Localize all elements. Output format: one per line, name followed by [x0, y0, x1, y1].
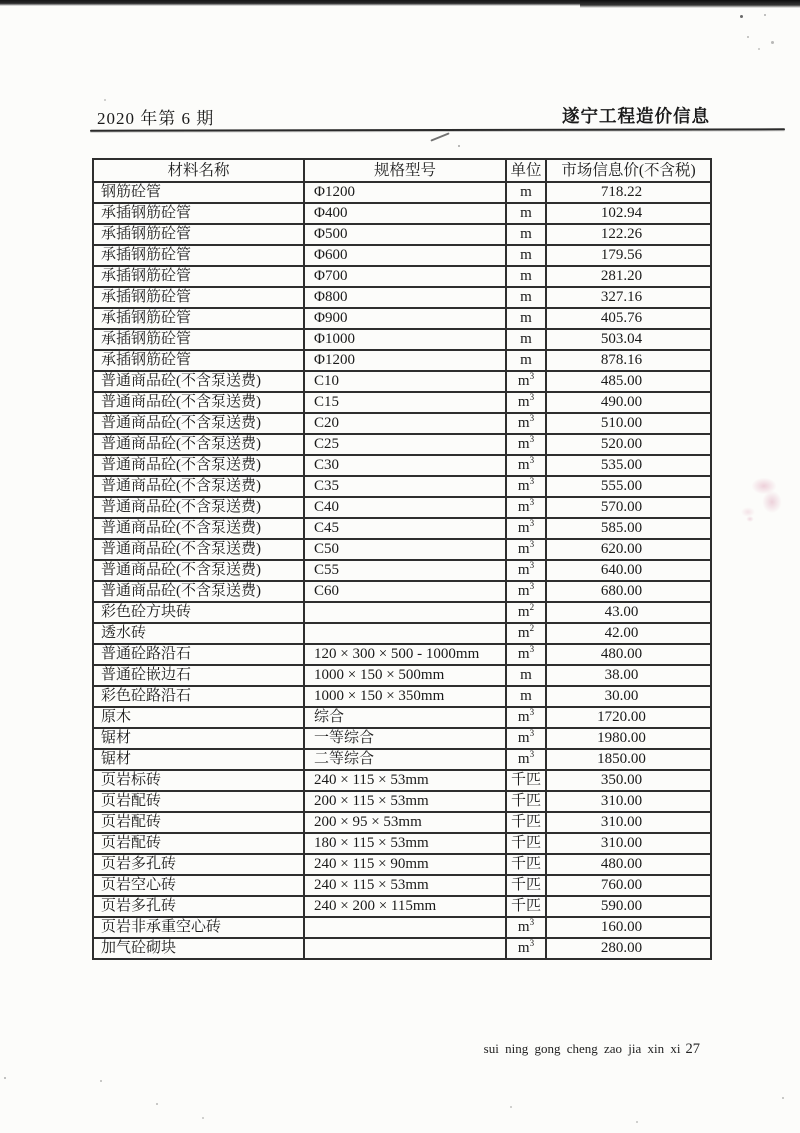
unit-exponent: 3: [529, 455, 535, 465]
unit-base: m: [517, 478, 530, 494]
cell-unit: [506, 476, 546, 497]
unit-base: m: [517, 751, 530, 767]
col-header-unit: 单位: [506, 159, 546, 182]
table-row: [93, 182, 711, 203]
cell-price: 555.00: [546, 476, 711, 497]
unit-base: m: [520, 247, 532, 263]
cell-unit: [506, 875, 546, 896]
cell-unit: [506, 770, 546, 791]
cell-price: 350.00: [546, 770, 711, 791]
unit-exponent: 3: [529, 392, 535, 402]
cell-spec: C30: [304, 455, 506, 476]
unit-base: m: [520, 331, 532, 347]
cell-unit: [506, 749, 546, 770]
cell-material-name: 锯材: [93, 728, 304, 749]
unit-base: m: [520, 184, 532, 200]
table-row: [93, 308, 711, 329]
cell-unit: [506, 392, 546, 413]
cell-material-name: 普通商品砼(不含泵送费): [93, 539, 304, 560]
cell-spec: C50: [304, 539, 506, 560]
cell-material-name: 透水砖: [93, 623, 304, 644]
unit-exponent: 3: [529, 434, 535, 444]
cell-unit: [506, 812, 546, 833]
unit-exponent: 3: [529, 707, 535, 717]
cell-price: 570.00: [546, 497, 711, 518]
cell-price: 585.00: [546, 518, 711, 539]
unit-base: m: [517, 499, 530, 515]
cell-price: 1980.00: [546, 728, 711, 749]
cell-unit: [506, 791, 546, 812]
unit-base: m: [517, 394, 530, 410]
cell-unit: [506, 917, 546, 938]
cell-unit: [506, 644, 546, 665]
unit-exponent: 3: [529, 644, 535, 654]
table-row: [93, 728, 711, 749]
table-row: [93, 371, 711, 392]
scanner-edge-artifact-right: [580, 0, 800, 8]
pink-dot-artifact: [745, 515, 755, 523]
table-row: [93, 266, 711, 287]
cell-material-name: 页岩配砖: [93, 812, 304, 833]
cell-price: 310.00: [546, 812, 711, 833]
cell-price: 503.04: [546, 329, 711, 350]
unit-base: m: [517, 583, 530, 599]
cell-unit: [506, 560, 546, 581]
scan-speck: [156, 1103, 158, 1105]
cell-spec: 一等综合: [304, 728, 506, 749]
cell-spec: 200 × 95 × 53mm: [304, 812, 506, 833]
unit-base: m: [517, 562, 530, 578]
cell-material-name: 普通商品砼(不含泵送费): [93, 392, 304, 413]
table-row: [93, 602, 711, 623]
table-row: [93, 476, 711, 497]
scan-speck: [104, 99, 106, 101]
table-row: [93, 497, 711, 518]
cell-material-name: 普通商品砼(不含泵送费): [93, 413, 304, 434]
unit-base: m: [520, 310, 532, 326]
unit-exponent: 2: [529, 623, 535, 633]
cell-price: 1720.00: [546, 707, 711, 728]
unit-base: m: [517, 604, 530, 620]
stray-mark-artifact: [430, 132, 449, 141]
table-row: [93, 623, 711, 644]
cell-unit: [506, 266, 546, 287]
table-row: [93, 413, 711, 434]
cell-unit: [506, 350, 546, 371]
cell-material-name: 页岩多孔砖: [93, 896, 304, 917]
cell-price: 43.00: [546, 602, 711, 623]
cell-unit: [506, 308, 546, 329]
table-header-row: [93, 159, 711, 182]
table-row: [93, 938, 711, 959]
cell-material-name: 页岩空心砖: [93, 875, 304, 896]
table-row: [93, 581, 711, 602]
scan-speck: [4, 1077, 6, 1079]
unit-exponent: 3: [529, 497, 535, 507]
cell-price: 520.00: [546, 434, 711, 455]
scan-speck: [758, 48, 760, 50]
cell-unit: [506, 413, 546, 434]
unit-base: m: [520, 667, 532, 683]
header-rule: [90, 128, 785, 131]
cell-material-name: 普通商品砼(不含泵送费): [93, 434, 304, 455]
cell-unit: [506, 245, 546, 266]
table-row: [93, 560, 711, 581]
cell-price: 30.00: [546, 686, 711, 707]
table-row: [93, 329, 711, 350]
cell-material-name: 普通商品砼(不含泵送费): [93, 455, 304, 476]
cell-price: 490.00: [546, 392, 711, 413]
table-row: [93, 287, 711, 308]
cell-spec: C45: [304, 518, 506, 539]
cell-unit: [506, 434, 546, 455]
unit-exponent: 3: [529, 371, 535, 381]
cell-price: 122.26: [546, 224, 711, 245]
cell-price: 718.22: [546, 182, 711, 203]
cell-spec: 240 × 115 × 90mm: [304, 854, 506, 875]
cell-unit: [506, 224, 546, 245]
table-row: [93, 917, 711, 938]
cell-material-name: 承插钢筋砼管: [93, 329, 304, 350]
cell-material-name: 承插钢筋砼管: [93, 350, 304, 371]
col-header-material-name: 材料名称: [93, 159, 304, 182]
table-row: [93, 812, 711, 833]
cell-spec: Φ500: [304, 224, 506, 245]
cell-spec: 1000 × 150 × 500mm: [304, 665, 506, 686]
cell-price: 38.00: [546, 665, 711, 686]
cell-spec: Φ800: [304, 287, 506, 308]
cell-price: 620.00: [546, 539, 711, 560]
cell-material-name: 承插钢筋砼管: [93, 287, 304, 308]
col-header-price: 市场信息价(不含税): [546, 159, 711, 182]
scan-speck: [782, 1097, 784, 1099]
table-row: [93, 434, 711, 455]
cell-spec: C40: [304, 497, 506, 518]
table-row: [93, 665, 711, 686]
table-row: [93, 791, 711, 812]
cell-material-name: 页岩配砖: [93, 791, 304, 812]
table-row: [93, 350, 711, 371]
publication-title: 遂宁工程造价信息: [562, 106, 710, 126]
cell-spec: [304, 623, 506, 644]
cell-spec: Φ1200: [304, 350, 506, 371]
cell-price: 160.00: [546, 917, 711, 938]
scan-speck: [458, 145, 460, 147]
table-row: [93, 245, 711, 266]
cell-unit: [506, 182, 546, 203]
cell-price: 760.00: [546, 875, 711, 896]
unit-base: m: [517, 373, 530, 389]
cell-unit: [506, 602, 546, 623]
cell-spec: 二等综合: [304, 749, 506, 770]
table-row: [93, 686, 711, 707]
cell-price: 310.00: [546, 791, 711, 812]
table-row: [93, 833, 711, 854]
cell-price: 680.00: [546, 581, 711, 602]
cell-unit: [506, 497, 546, 518]
cell-spec: 1000 × 150 × 350mm: [304, 686, 506, 707]
cell-price: 42.00: [546, 623, 711, 644]
cell-unit: [506, 938, 546, 959]
cell-unit: [506, 203, 546, 224]
cell-material-name: 承插钢筋砼管: [93, 266, 304, 287]
cell-unit: [506, 854, 546, 875]
unit-base: m: [517, 646, 530, 662]
cell-material-name: 彩色砼路沿石: [93, 686, 304, 707]
cell-price: 1850.00: [546, 749, 711, 770]
scan-speck: [202, 1117, 204, 1119]
cell-spec: Φ1000: [304, 329, 506, 350]
unit-base: m: [520, 205, 532, 221]
cell-material-name: 承插钢筋砼管: [93, 203, 304, 224]
cell-spec: C10: [304, 371, 506, 392]
cell-material-name: 普通商品砼(不含泵送费): [93, 581, 304, 602]
cell-spec: C20: [304, 413, 506, 434]
unit-base: m: [520, 352, 532, 368]
table-row: [93, 518, 711, 539]
cell-material-name: 页岩非承重空心砖: [93, 917, 304, 938]
cell-material-name: 彩色砼方块砖: [93, 602, 304, 623]
table-row: [93, 707, 711, 728]
cell-spec: 120 × 300 × 500 - 1000mm: [304, 644, 506, 665]
cell-spec: 200 × 115 × 53mm: [304, 791, 506, 812]
cell-unit: [506, 539, 546, 560]
cell-spec: [304, 938, 506, 959]
unit-base: m: [517, 940, 530, 956]
scan-speck: [747, 36, 749, 38]
cell-unit: [506, 518, 546, 539]
cell-material-name: 普通商品砼(不含泵送费): [93, 560, 304, 581]
cell-material-name: 普通砼路沿石: [93, 644, 304, 665]
cell-material-name: 承插钢筋砼管: [93, 308, 304, 329]
pink-smudge-artifact: [736, 472, 788, 520]
unit-base: m: [517, 541, 530, 557]
cell-material-name: 普通商品砼(不含泵送费): [93, 518, 304, 539]
cell-unit: [506, 707, 546, 728]
unit-base: m: [517, 709, 530, 725]
scan-speck: [740, 15, 743, 18]
cell-spec: Φ600: [304, 245, 506, 266]
issue-label: 2020 年第 6 期: [97, 109, 215, 128]
cell-spec: Φ700: [304, 266, 506, 287]
cell-unit: [506, 728, 546, 749]
cell-material-name: 加气砼砌块: [93, 938, 304, 959]
cell-price: 640.00: [546, 560, 711, 581]
table-row: [93, 539, 711, 560]
table-row: [93, 854, 711, 875]
cell-price: 480.00: [546, 644, 711, 665]
cell-spec: Φ1200: [304, 182, 506, 203]
unit-base: 千匹: [510, 772, 541, 788]
cell-spec: [304, 602, 506, 623]
unit-base: m: [520, 289, 532, 305]
unit-base: 千匹: [510, 814, 541, 830]
cell-price: 327.16: [546, 287, 711, 308]
unit-base: m: [517, 730, 530, 746]
unit-exponent: 2: [529, 602, 535, 612]
cell-unit: [506, 371, 546, 392]
cell-price: 590.00: [546, 896, 711, 917]
cell-unit: [506, 833, 546, 854]
unit-base: m: [520, 268, 532, 284]
cell-spec: 240 × 200 × 115mm: [304, 896, 506, 917]
cell-price: 310.00: [546, 833, 711, 854]
price-table-body: [93, 182, 711, 959]
cell-price: 280.00: [546, 938, 711, 959]
cell-unit: [506, 329, 546, 350]
page-footer: [484, 1041, 700, 1058]
footer-pinyin: sui ning gong cheng zao jia xin xi: [483, 1041, 681, 1056]
cell-material-name: 原木: [93, 707, 304, 728]
scan-speck: [771, 41, 774, 44]
cell-material-name: 锯材: [93, 749, 304, 770]
cell-price: 510.00: [546, 413, 711, 434]
cell-price: 405.76: [546, 308, 711, 329]
cell-price: 281.20: [546, 266, 711, 287]
cell-unit: [506, 623, 546, 644]
table-row: [93, 770, 711, 791]
cell-spec: 180 × 115 × 53mm: [304, 833, 506, 854]
cell-spec: Φ900: [304, 308, 506, 329]
cell-unit: [506, 455, 546, 476]
unit-exponent: 3: [529, 938, 535, 948]
scan-speck: [510, 1106, 512, 1108]
cell-unit: [506, 581, 546, 602]
scan-speck: [636, 1121, 638, 1123]
cell-spec: C15: [304, 392, 506, 413]
scan-speck: [100, 1080, 102, 1082]
cell-price: 485.00: [546, 371, 711, 392]
cell-price: 102.94: [546, 203, 711, 224]
cell-unit: [506, 287, 546, 308]
unit-base: m: [520, 226, 532, 242]
unit-base: m: [517, 457, 530, 473]
cell-material-name: 普通砼嵌边石: [93, 665, 304, 686]
table-row: [93, 392, 711, 413]
unit-exponent: 3: [529, 560, 535, 570]
table-row: [93, 875, 711, 896]
scan-speck: [764, 14, 766, 16]
unit-exponent: 3: [529, 728, 535, 738]
cell-spec: Φ400: [304, 203, 506, 224]
cell-price: 179.56: [546, 245, 711, 266]
unit-exponent: 3: [529, 581, 535, 591]
table-row: [93, 644, 711, 665]
table-row: [93, 203, 711, 224]
cell-unit: [506, 665, 546, 686]
materials-price-table: [92, 158, 712, 960]
cell-spec: C35: [304, 476, 506, 497]
unit-base: 千匹: [510, 877, 541, 893]
unit-exponent: 3: [529, 413, 535, 423]
cell-material-name: 承插钢筋砼管: [93, 224, 304, 245]
unit-base: m: [517, 919, 530, 935]
unit-exponent: 3: [529, 518, 535, 528]
unit-base: m: [517, 436, 530, 452]
cell-price: 480.00: [546, 854, 711, 875]
cell-material-name: 普通商品砼(不含泵送费): [93, 476, 304, 497]
cell-unit: [506, 896, 546, 917]
unit-base: 千匹: [510, 856, 541, 872]
cell-material-name: 页岩配砖: [93, 833, 304, 854]
cell-price: 878.16: [546, 350, 711, 371]
unit-exponent: 3: [529, 917, 535, 927]
cell-spec: 240 × 115 × 53mm: [304, 875, 506, 896]
cell-price: 535.00: [546, 455, 711, 476]
cell-material-name: 钢筋砼管: [93, 182, 304, 203]
cell-spec: C25: [304, 434, 506, 455]
cell-spec: 240 × 115 × 53mm: [304, 770, 506, 791]
unit-exponent: 3: [529, 749, 535, 759]
cell-spec: C55: [304, 560, 506, 581]
unit-base: 千匹: [510, 835, 541, 851]
cell-unit: [506, 686, 546, 707]
cell-spec: 综合: [304, 707, 506, 728]
table-row: [93, 896, 711, 917]
table-row: [93, 455, 711, 476]
cell-spec: [304, 917, 506, 938]
page-number: 27: [685, 1041, 700, 1057]
table-row: [93, 224, 711, 245]
unit-base: m: [520, 688, 532, 704]
unit-base: m: [517, 520, 530, 536]
unit-base: 千匹: [510, 898, 541, 914]
unit-base: m: [517, 415, 530, 431]
unit-base: 千匹: [510, 793, 541, 809]
cell-material-name: 页岩多孔砖: [93, 854, 304, 875]
table-row: [93, 749, 711, 770]
unit-exponent: 3: [529, 476, 535, 486]
cell-material-name: 普通商品砼(不含泵送费): [93, 497, 304, 518]
cell-material-name: 承插钢筋砼管: [93, 245, 304, 266]
unit-base: m: [517, 625, 530, 641]
unit-exponent: 3: [529, 539, 535, 549]
cell-spec: C60: [304, 581, 506, 602]
cell-material-name: 普通商品砼(不含泵送费): [93, 371, 304, 392]
col-header-spec: 规格型号: [304, 159, 506, 182]
cell-material-name: 页岩标砖: [93, 770, 304, 791]
